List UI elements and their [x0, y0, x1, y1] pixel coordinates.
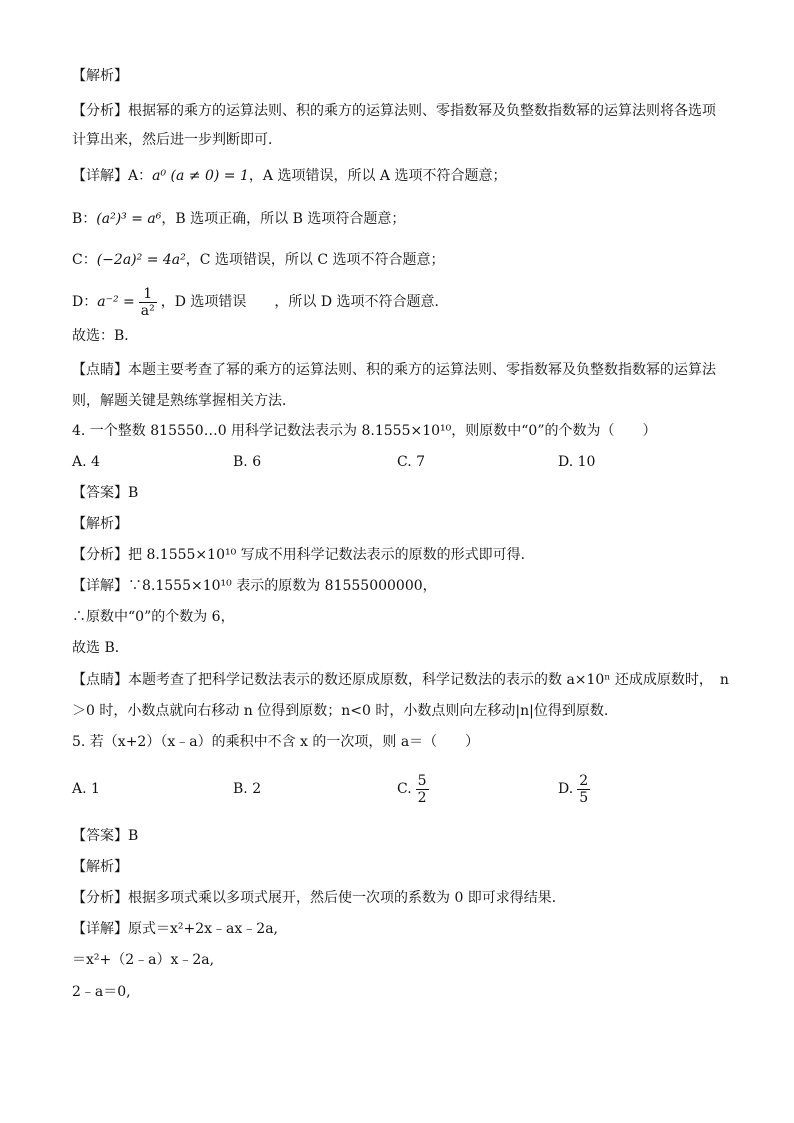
prev-guxuan: 故选：B． — [72, 328, 139, 344]
q4-dianjing-line-1: 【点睛】本题考查了把科学记数法表示的数还原成原数，科学记数法的表示的数 a×10ⁿ 还成成原数时， n — [72, 672, 729, 688]
xiangjie-label: 【详解】A： — [72, 168, 153, 184]
q4-dianjing-line-2: ＞0 时，小数点就向右移动 n 位得到原数；n<0 时，小数点则向左移动|n|位得到原数. — [72, 703, 609, 719]
prev-dianjing-line-2: 则，解题关键是熟练掌握相关方法． — [72, 393, 296, 409]
option-d-fraction-numerator: 1 — [139, 286, 157, 303]
prev-dianjing-line-1: 【点睛】本题主要考查了幂的乘方的运算法则、积的乘方的运算法则、零指数幂及负整数指数幂的运算法 — [72, 362, 716, 378]
option-d-fraction — [139, 286, 157, 319]
q5-option-a: A. 1 — [72, 781, 100, 797]
q5-jiexi-heading: 【解析】 — [72, 859, 128, 875]
q5-xiangjie: 【详解】原式＝x²+2x﹣ax﹣2a, — [72, 921, 278, 937]
prev-xiangjie-a — [72, 166, 506, 186]
option-c-label: C： — [72, 252, 97, 268]
option-c-expression: (−2a)² = 4a² — [96, 252, 186, 268]
q5-option-b: B. 2 — [233, 781, 262, 797]
prev-fenxi-line-2: 计算出来，然后进一步判断即可． — [72, 132, 282, 148]
q4-answer: 【答案】B — [72, 485, 139, 501]
q5-option-d-label: D. — [558, 781, 574, 797]
prev-fenxi-line-1: 【分析】根据幂的乘方的运算法则、积的乘方的运算法则、零指数幂及负整数指数幂的运算法则将各选项 — [72, 103, 716, 119]
q5-step-2: ＝x²+（2﹣a）x﹣2a, — [72, 952, 215, 968]
q5-answer: 【答案】B — [72, 828, 139, 844]
q5-option-d-numerator: 2 — [579, 772, 589, 789]
q4-guxuan: 故选 B． — [72, 640, 129, 656]
q4-option-d: D. 10 — [558, 454, 596, 470]
q4-option-a: A. 4 — [72, 454, 100, 470]
q5-option-c-denominator: 2 — [417, 789, 427, 806]
q5-fenxi: 【分析】根据多项式乘以多项式展开，然后使一次项的系数为 0 即可求得结果． — [72, 890, 566, 906]
q4-step-2: ∴原数中“0”的个数为 6， — [72, 609, 235, 625]
option-b-label: B： — [72, 211, 97, 227]
option-d-label: D： — [72, 294, 98, 310]
q5-option-c-label: C. — [397, 781, 412, 797]
q5-step-3: 2﹣a＝0, — [72, 984, 131, 1000]
q5-option-c-numerator: 5 — [417, 772, 427, 789]
option-d-expression-left: a⁻² = — [97, 294, 135, 310]
q5-option-d-denominator: 5 — [579, 789, 589, 806]
q4-stem: 4. 一个整数 815550…0 用科学记数法表示为 8.1555×10¹⁰，则原数中“0”的个数为（ ） — [72, 423, 657, 439]
option-a-expression: a⁰ (a ≠ 0) = 1 — [152, 168, 249, 184]
q5-option-c-fraction — [416, 773, 429, 806]
prev-option-c — [72, 250, 445, 270]
q4-option-c: C. 7 — [397, 454, 426, 470]
q5-option-d — [558, 766, 594, 812]
option-b-text: ，B 选项正确，所以 B 选项符合题意； — [161, 211, 406, 227]
option-c-text: ，C 选项错误，所以 C 选项不符合题意； — [185, 252, 445, 268]
option-a-text: ，A 选项错误，所以 A 选项不符合题意； — [248, 168, 507, 184]
q5-stem: 5. 若（x+2）（x﹣a）的乘积中不含 x 的一次项，则 a＝（ ） — [72, 734, 480, 750]
option-b-expression: (a²)³ = a⁶ — [96, 211, 162, 227]
q4-option-b: B. 6 — [233, 454, 262, 470]
q5-option-d-fraction — [577, 773, 590, 806]
prev-option-d — [72, 284, 449, 320]
q4-fenxi: 【分析】把 8.1555×10¹⁰ 写成不用科学记数法表示的原数的形式即可得． — [72, 547, 535, 563]
q5-option-c — [397, 766, 433, 812]
option-d-text: ，D 选项错误 ，所以 D 选项不符合题意． — [160, 294, 449, 310]
q4-xiangjie: 【详解】∵8.1555×10¹⁰ 表示的原数为 81555000000， — [72, 578, 437, 594]
prev-option-b — [72, 209, 405, 229]
prev-jiexi-heading: 【解析】 — [72, 68, 128, 84]
option-d-fraction-denominator: a² — [140, 302, 155, 319]
q4-jiexi-heading: 【解析】 — [72, 516, 128, 532]
